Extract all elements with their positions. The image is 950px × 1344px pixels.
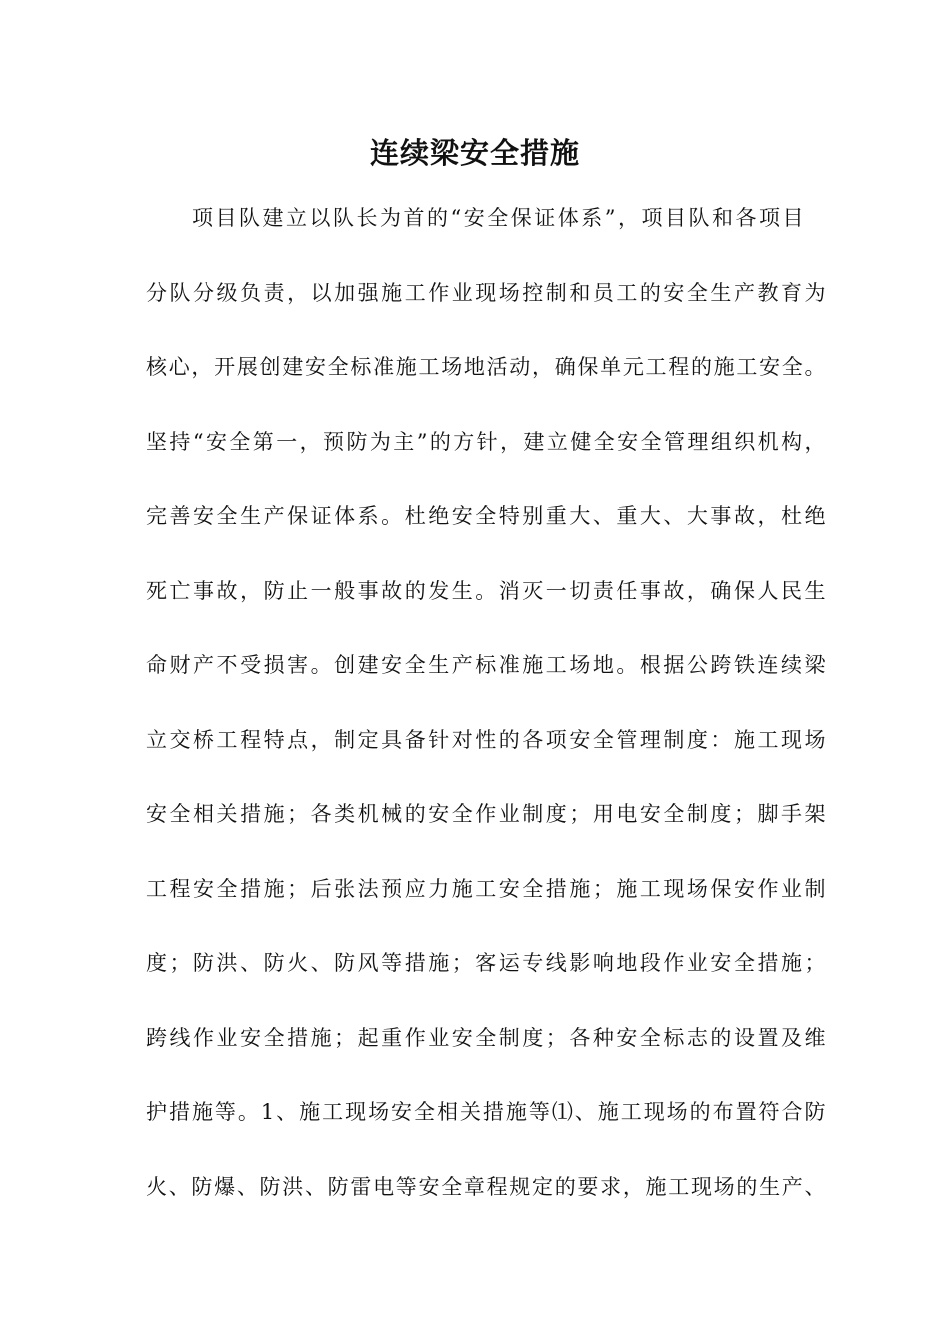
paragraph-line-1: 项目队建立以队长为首的“安全保证体系”，项目队和各项目 [192,206,804,230]
paragraph-line-6: 死亡事故，防止一般事故的发生。消灭一切责任事故，确保人民生 [146,579,826,603]
paragraph-line-8: 立交桥工程特点，制定具备针对性的各项安全管理制度：施工现场 [146,728,826,752]
paragraph-line-12: 跨线作业安全措施；起重作业安全制度；各种安全标志的设置及维 [146,1026,826,1050]
paragraph-line-14: 火、防爆、防洪、防雷电等安全章程规定的要求，施工现场的生产、 [146,1175,826,1199]
paragraph-line-5: 完善安全生产保证体系。杜绝安全特别重大、重大、大事故，杜绝 [146,504,826,528]
paragraph-line-11: 度；防洪、防火、防风等措施；客运专线影响地段作业安全措施； [146,951,826,975]
paragraph-line-3: 核心，开展创建安全标准施工场地活动，确保单元工程的施工安全。 [146,355,826,379]
paragraph-line-4: 坚持“安全第一，预防为主”的方针，建立健全安全管理组织机构， [146,430,826,454]
paragraph-line-10: 工程安全措施；后张法预应力施工安全措施；施工现场保安作业制 [146,877,826,901]
paragraph-line-13: 护措施等。1、施工现场安全相关措施等⑴、施工现场的布置符合防 [146,1100,826,1124]
paragraph-line-2: 分队分级负责，以加强施工作业现场控制和员工的安全生产教育为 [146,281,826,305]
document-title: 连续梁安全措施 [369,136,580,170]
paragraph-line-7: 命财产不受损害。创建安全生产标准施工场地。根据公跨铁连续梁 [146,653,826,677]
paragraph-line-9: 安全相关措施；各类机械的安全作业制度；用电安全制度；脚手架 [146,802,826,826]
